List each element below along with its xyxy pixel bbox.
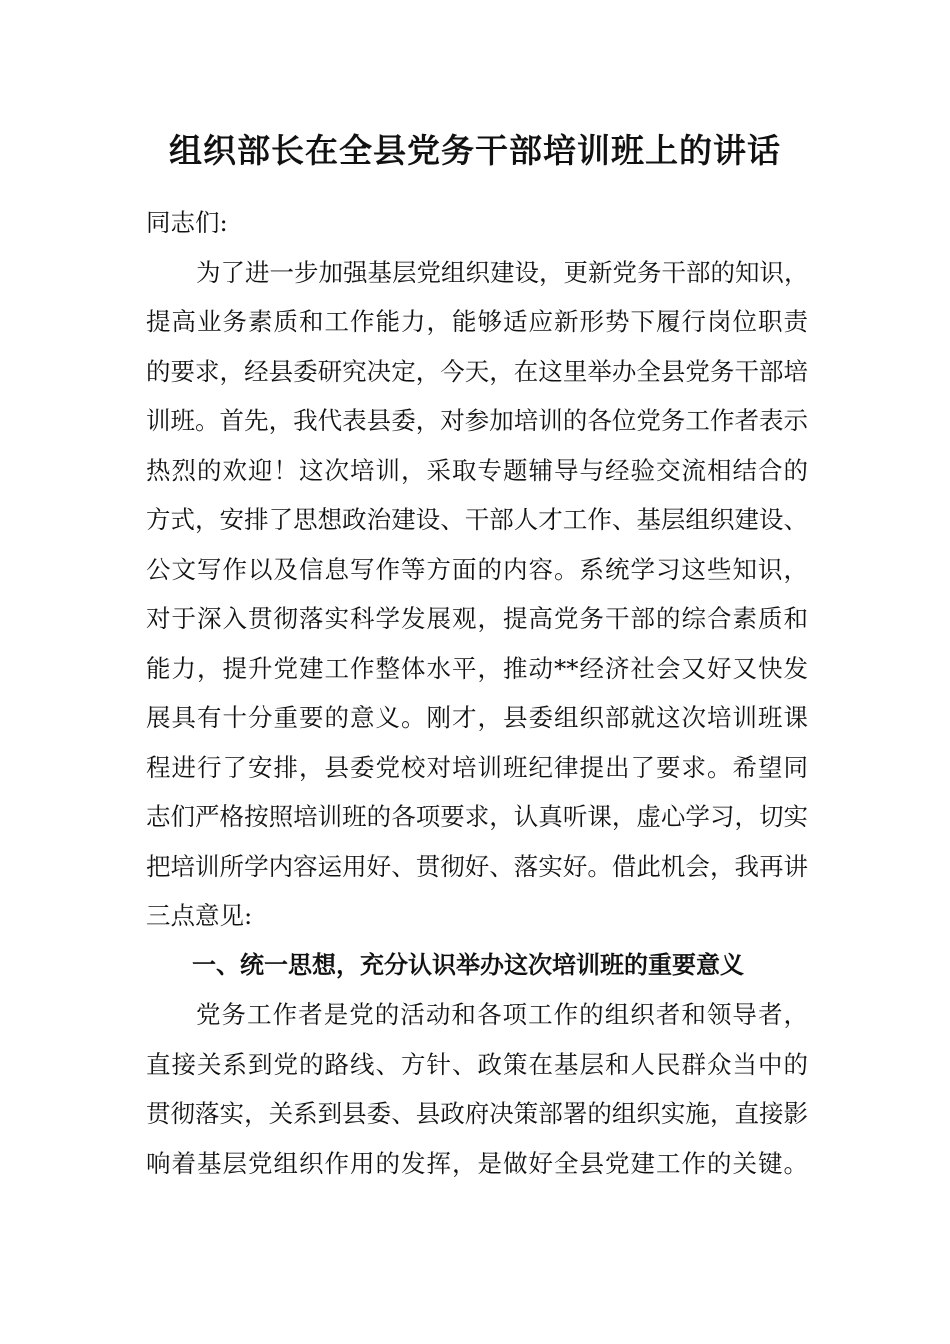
document-body (146, 198, 808, 1188)
text-line: 的要求，经县委研究决定，今天，在这里举办全县党务干部培 (146, 356, 808, 386)
document-title: 组织部长在全县党务干部培训班上的讲话 (169, 131, 781, 170)
text-line: 志们严格按照培训班的各项要求，认真听课，虚心学习，切实 (146, 802, 808, 831)
text-line: 展具有十分重要的意义。刚才，县委组织部就这次培训班课 (146, 703, 808, 732)
text-line: 热烈的欢迎！这次培训，采取专题辅导与经验交流相结合的 (146, 455, 808, 485)
section-heading: 一、统一思想，充分认识举办这次培训班的重要意义 (192, 950, 744, 979)
text-line: 三点意见: (146, 901, 253, 930)
text-line: 程进行了安排，县委党校对培训班纪律提出了要求。希望同 (146, 752, 808, 782)
text-line: 同志们: (146, 208, 228, 237)
text-line: 方式，安排了思想政治建设、干部人才工作、基层组织建设、 (146, 505, 808, 534)
text-line: 公文写作以及信息写作等方面的内容。系统学习这些知识， (146, 554, 808, 584)
text-line: 为了进一步加强基层党组织建设，更新党务干部的知识， (196, 257, 809, 287)
text-line: 响着基层党组织作用的发挥，是做好全县党建工作的关键。 (146, 1148, 808, 1178)
text-line: 把培训所学内容运用好、贯彻好、落实好。借此机会，我再讲 (146, 851, 808, 881)
text-line: 能力，提升党建工作整体水平，推动**经济社会又好又快发 (146, 653, 808, 683)
text-line: 提高业务素质和工作能力，能够适应新形势下履行岗位职责 (146, 307, 808, 336)
text-line: 训班。首先，我代表县委，对参加培训的各位党务工作者表示 (146, 406, 808, 435)
text-line: 党务工作者是党的活动和各项工作的组织者和领导者， (196, 1000, 808, 1029)
text-line: 贯彻落实，关系到县委、县政府决策部署的组织实施，直接影 (146, 1099, 808, 1128)
text-line: 直接关系到党的路线、方针、政策在基层和人民群众当中的 (146, 1049, 808, 1079)
text-line: 对于深入贯彻落实科学发展观，提高党务干部的综合素质和 (146, 604, 808, 633)
